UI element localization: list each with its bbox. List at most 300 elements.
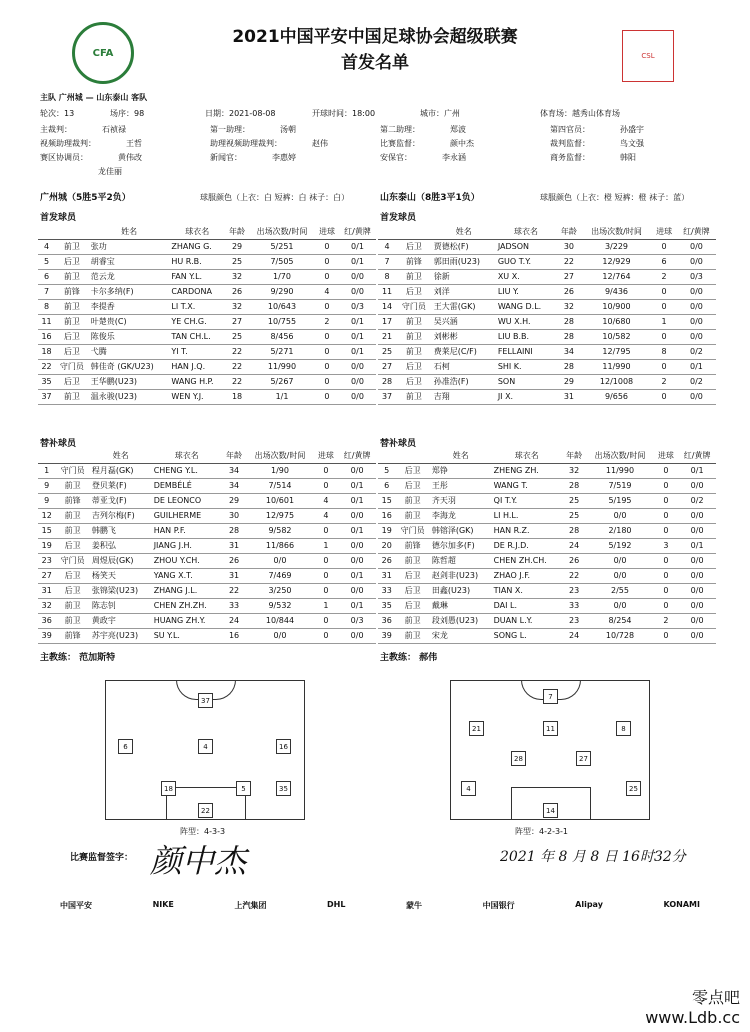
column-header: 出场次数/时间	[582, 224, 652, 239]
table-cell: 17	[378, 314, 396, 329]
csl-logo: CSL	[622, 30, 674, 82]
table-cell: 32	[38, 598, 55, 613]
official-entry	[40, 138, 142, 149]
table-cell: 0	[314, 583, 339, 598]
table-cell: 14	[378, 299, 396, 314]
table-cell: 0/1	[339, 329, 376, 344]
table-cell: 18	[38, 344, 55, 359]
table-cell: 王大雷(GK)	[432, 299, 496, 314]
table-cell: TIAN X.	[492, 583, 562, 598]
table-cell: 18	[225, 389, 249, 404]
sponsor-logo: 上汽集团	[234, 901, 267, 910]
table-cell: 前卫	[55, 478, 89, 493]
table-row	[378, 568, 716, 583]
column-header	[395, 448, 429, 463]
table-cell: 28	[556, 314, 581, 329]
table-cell: 30	[556, 239, 581, 254]
player-marker: 25	[626, 781, 641, 796]
table-cell: 范云龙	[89, 269, 170, 284]
table-cell: 22	[225, 344, 249, 359]
table-row	[378, 299, 716, 314]
away-coach: 主教练： 郝伟	[380, 653, 438, 663]
table-cell: 10/680	[582, 314, 652, 329]
table-cell: 后卫	[395, 598, 429, 613]
table-cell: 22	[222, 583, 247, 598]
column-header: 姓名	[89, 224, 170, 239]
home-kit: 球服颜色（上衣：白 短裤：白 袜子：白）	[200, 193, 350, 202]
signature-name: 颜中杰	[150, 842, 247, 880]
table-cell: 2	[651, 269, 676, 284]
table-cell: 28	[556, 329, 581, 344]
away-formation-pitch	[450, 680, 650, 820]
stadium: 体育场：越秀山体育场	[540, 109, 620, 118]
table-cell: 弋腾	[89, 344, 170, 359]
table-cell: 26	[222, 553, 247, 568]
table-cell: 0	[315, 299, 339, 314]
table-cell: 前卫	[55, 523, 89, 538]
table-cell: 0/0	[677, 389, 716, 404]
table-cell: ZHANG G.	[169, 239, 225, 254]
table-cell: DUAN L.Y.	[492, 613, 562, 628]
official-role: 比赛监督：	[380, 139, 420, 148]
table-row	[38, 374, 376, 389]
table-cell: 0	[651, 329, 676, 344]
away-starting-table	[378, 224, 716, 405]
table-row	[378, 269, 716, 284]
table-cell: 0	[654, 463, 679, 478]
table-cell: WEN Y.J.	[169, 389, 225, 404]
home-formation: 阵型：4-3-3	[180, 827, 226, 836]
table-cell: 3/250	[246, 583, 313, 598]
table-cell: 后卫	[396, 239, 432, 254]
table-cell: 叶楚贵(C)	[89, 314, 170, 329]
table-cell: 0/0	[678, 508, 716, 523]
table-header	[378, 448, 716, 463]
table-row	[378, 553, 716, 568]
table-cell: 后卫	[55, 538, 89, 553]
table-cell: 1	[314, 598, 339, 613]
table-cell: 前卫	[55, 389, 89, 404]
table-row	[38, 493, 376, 508]
table-cell: 李提香	[89, 299, 170, 314]
table-row	[38, 538, 376, 553]
table-cell: 0	[314, 463, 339, 478]
table-cell: 34	[556, 344, 581, 359]
table-row	[378, 239, 716, 254]
table-row	[38, 299, 376, 314]
match-line: 主队 广州城 — 山东泰山 客队	[40, 93, 148, 102]
column-header	[378, 448, 395, 463]
table-cell: 0/1	[339, 239, 376, 254]
table-cell: SONG L.	[492, 628, 562, 643]
table-cell: 27	[378, 359, 396, 374]
table-cell: 34	[222, 478, 247, 493]
table-cell: 6	[378, 478, 395, 493]
table-cell: 8	[378, 269, 396, 284]
page-title: 2021中国平安中国足球协会超级联赛	[232, 27, 518, 47]
table-row	[378, 374, 716, 389]
table-cell: 后卫	[55, 374, 89, 389]
table-cell: LI T.X.	[169, 299, 225, 314]
table-cell: 16	[378, 508, 395, 523]
official-role: 赛区协调员：	[40, 153, 88, 162]
table-cell: 12/764	[582, 269, 652, 284]
table-cell: 5/251	[249, 239, 315, 254]
table-cell: 0	[315, 359, 339, 374]
table-cell: 24	[222, 613, 247, 628]
table-cell: 0	[315, 389, 339, 404]
watermark: 零点吧 www.Ldb.cc	[645, 988, 740, 1027]
table-cell: 吉列尔梅(F)	[90, 508, 152, 523]
table-cell: 前锋	[395, 538, 429, 553]
table-cell: 0/0	[677, 284, 716, 299]
table-cell: 31	[38, 583, 55, 598]
table-cell: 37	[378, 389, 396, 404]
table-cell: SU Y.L.	[152, 628, 222, 643]
table-cell: 4	[314, 493, 339, 508]
away-formation: 阵型：4-2-3-1	[515, 827, 569, 836]
player-marker: 21	[469, 721, 484, 736]
table-cell: 0	[654, 598, 679, 613]
table-cell: LIU B.B.	[496, 329, 556, 344]
table-cell: FAN Y.L.	[169, 269, 225, 284]
page-subtitle: 首发名单	[341, 53, 409, 73]
table-cell: 10/755	[249, 314, 315, 329]
round: 轮次：13	[40, 109, 75, 118]
table-cell: 5	[38, 254, 55, 269]
column-header: 姓名	[90, 448, 152, 463]
table-cell: 0/0	[586, 568, 653, 583]
table-cell: 34	[222, 463, 247, 478]
table-cell: 0	[654, 568, 679, 583]
table-cell: 后卫	[395, 463, 429, 478]
official-entry	[210, 152, 296, 163]
table-cell: 0	[314, 628, 339, 643]
table-cell: 段刘愚(U23)	[430, 613, 492, 628]
table-cell: 0	[315, 269, 339, 284]
table-row	[38, 583, 376, 598]
official-role: 安保官：	[380, 153, 412, 162]
table-cell: 姜积弘	[90, 538, 152, 553]
table-cell: 前卫	[396, 329, 432, 344]
table-row	[38, 463, 376, 478]
table-cell: 5	[378, 463, 395, 478]
table-cell: 郑铮	[430, 463, 492, 478]
table-cell: 后卫	[395, 568, 429, 583]
table-cell: 0/0	[338, 538, 376, 553]
table-cell: DE LEONCO	[152, 493, 222, 508]
table-cell: 守门员	[396, 299, 432, 314]
table-cell: 韩鹏飞	[90, 523, 152, 538]
table-cell: 0/1	[338, 523, 376, 538]
city: 城市：广州	[420, 109, 460, 118]
table-cell: JI X.	[496, 389, 556, 404]
table-cell: 33	[562, 598, 587, 613]
table-cell: 前卫	[55, 299, 89, 314]
table-cell: 石柯	[432, 359, 496, 374]
table-cell: 15	[378, 493, 395, 508]
table-row	[378, 493, 716, 508]
table-row	[38, 359, 376, 374]
table-cell: 吴兴涵	[432, 314, 496, 329]
official-entry	[210, 138, 328, 149]
official-role: 视频助理裁判：	[40, 139, 96, 148]
table-cell: 4	[315, 284, 339, 299]
table-cell: 0	[651, 359, 676, 374]
table-row	[378, 508, 716, 523]
column-header	[378, 224, 396, 239]
table-cell: 周煜辰(GK)	[90, 553, 152, 568]
table-cell: 3	[654, 538, 679, 553]
table-cell: 0/1	[678, 463, 716, 478]
sponsor-bar	[60, 900, 700, 911]
signature-datetime: 2021 年 8 月 8 日 16时32分	[500, 849, 686, 865]
table-cell: 29	[556, 374, 581, 389]
away-kit: 球服颜色（上衣：橙 短裤：橙 袜子：蓝）	[540, 193, 690, 202]
table-cell: 9	[38, 478, 55, 493]
table-cell: 前卫	[55, 508, 89, 523]
table-cell: 11	[38, 314, 55, 329]
table-cell: 张锦梁(U23)	[90, 583, 152, 598]
table-cell: 刘彬彬	[432, 329, 496, 344]
table-cell: 守门员	[55, 553, 89, 568]
table-row	[38, 598, 376, 613]
table-cell: 后卫	[395, 583, 429, 598]
table-cell: 苏宇亮(U23)	[90, 628, 152, 643]
table-cell: 前锋	[55, 284, 89, 299]
official-name: 王哲	[126, 139, 142, 148]
official-entry	[40, 124, 126, 135]
table-cell: 6	[651, 254, 676, 269]
table-cell: 后卫	[55, 344, 89, 359]
table-cell: 22	[225, 359, 249, 374]
column-header: 年龄	[225, 224, 249, 239]
column-header: 球衣名	[496, 224, 556, 239]
table-cell: 0	[654, 508, 679, 523]
table-cell: 16	[38, 329, 55, 344]
table-cell: GUO T.Y.	[496, 254, 556, 269]
table-cell: 19	[378, 523, 395, 538]
table-cell: 30	[222, 508, 247, 523]
table-cell: 0	[651, 239, 676, 254]
table-cell: 26	[378, 553, 395, 568]
table-cell: 0	[315, 329, 339, 344]
table-cell: YE CH.G.	[169, 314, 225, 329]
official-role: 商务监督：	[550, 153, 590, 162]
table-cell: 27	[556, 269, 581, 284]
table-row	[38, 553, 376, 568]
official-role: 助理视频助理裁判：	[210, 139, 282, 148]
table-cell: 24	[562, 538, 587, 553]
table-cell: 0	[314, 478, 339, 493]
table-cell: 26	[225, 284, 249, 299]
table-cell: 前卫	[55, 613, 89, 628]
table-cell: 29	[225, 239, 249, 254]
table-cell: 0	[315, 374, 339, 389]
table-cell: 贾德松(F)	[432, 239, 496, 254]
official-name: 龙佳丽	[98, 167, 122, 176]
table-cell: 后卫	[396, 284, 432, 299]
table-cell: 0/1	[338, 598, 376, 613]
table-cell: 5/271	[249, 344, 315, 359]
table-cell: 前卫	[395, 493, 429, 508]
table-cell: 0	[651, 299, 676, 314]
table-cell: 0/0	[338, 628, 376, 643]
player-marker: 8	[616, 721, 631, 736]
table-cell: 2	[315, 314, 339, 329]
table-cell: 7/469	[246, 568, 313, 583]
table-cell: 0/0	[586, 598, 653, 613]
sponsor-logo: Alipay	[575, 900, 603, 909]
official-entry	[380, 152, 466, 163]
official-role: 新闻官：	[210, 153, 242, 162]
table-cell: 0	[315, 239, 339, 254]
player-marker: 7	[543, 689, 558, 704]
table-cell: WANG D.L.	[496, 299, 556, 314]
official-entry	[380, 138, 474, 149]
table-cell: 徐新	[432, 269, 496, 284]
table-cell: 0/0	[678, 523, 716, 538]
table-cell: 守门员	[395, 523, 429, 538]
table-cell: 0	[314, 553, 339, 568]
table-cell: 23	[562, 583, 587, 598]
table-cell: 0	[315, 254, 339, 269]
table-cell: 9	[38, 493, 55, 508]
sponsor-logo: NIKE	[152, 900, 174, 909]
table-cell: 0/1	[338, 568, 376, 583]
column-header: 出场次数/时间	[246, 448, 313, 463]
away-team-name: 山东泰山（8胜3平1负）	[380, 193, 480, 203]
table-cell: 4	[378, 239, 396, 254]
table-cell: ZHAO J.F.	[492, 568, 562, 583]
sponsor-logo: DHL	[327, 900, 346, 909]
table-cell: 7/514	[246, 478, 313, 493]
table-cell: 李海龙	[430, 508, 492, 523]
table-cell: 0/2	[677, 344, 716, 359]
table-cell: 9/290	[249, 284, 315, 299]
table-cell: 11/990	[249, 359, 315, 374]
column-header: 进球	[654, 448, 679, 463]
table-cell: 10/601	[246, 493, 313, 508]
table-cell: 守门员	[55, 463, 89, 478]
table-cell: 0/0	[678, 568, 716, 583]
table-cell: ZHANG J.L.	[152, 583, 222, 598]
table-header	[378, 224, 716, 239]
table-cell: 10/900	[582, 299, 652, 314]
table-cell: 0/2	[678, 493, 716, 508]
table-cell: 28	[222, 523, 247, 538]
table-cell: 后卫	[55, 254, 89, 269]
table-cell: LIU Y.	[496, 284, 556, 299]
column-header: 年龄	[562, 448, 587, 463]
table-cell: TAN CH.L.	[169, 329, 225, 344]
table-cell: 6	[38, 269, 55, 284]
table-cell: 陈志钊	[90, 598, 152, 613]
table-cell: HAN P.F.	[152, 523, 222, 538]
table-cell: 0/0	[678, 598, 716, 613]
table-cell: 39	[38, 628, 55, 643]
table-cell: 24	[562, 628, 587, 643]
table-cell: 0/0	[677, 329, 716, 344]
table-cell: 10/844	[246, 613, 313, 628]
table-row	[378, 463, 716, 478]
table-cell: 前卫	[55, 314, 89, 329]
table-cell: 0/0	[339, 269, 376, 284]
table-cell: 7	[378, 254, 396, 269]
home-starting-table	[38, 224, 376, 405]
table-cell: 杨笑天	[90, 568, 152, 583]
official-entry	[210, 124, 296, 135]
player-marker: 28	[511, 751, 526, 766]
table-cell: 登贝莱(F)	[90, 478, 152, 493]
table-cell: 22	[225, 374, 249, 389]
player-marker: 11	[543, 721, 558, 736]
table-cell: 16	[222, 628, 247, 643]
column-header: 进球	[314, 448, 339, 463]
table-cell: 0/1	[677, 359, 716, 374]
table-cell: 0/0	[678, 613, 716, 628]
table-cell: 28	[562, 478, 587, 493]
table-cell: 23	[562, 613, 587, 628]
table-cell: 黄政宇	[90, 613, 152, 628]
table-cell: 前卫	[395, 628, 429, 643]
table-cell: 5/195	[586, 493, 653, 508]
official-name: 孙盛宇	[620, 125, 644, 134]
sponsor-logo: 中国平安	[60, 901, 92, 910]
player-marker: 14	[543, 803, 558, 818]
column-header: 出场次数/时间	[249, 224, 315, 239]
table-cell: 0/0	[678, 583, 716, 598]
table-cell: 36	[378, 613, 395, 628]
table-cell: GUILHERME	[152, 508, 222, 523]
table-cell: 前卫	[55, 598, 89, 613]
table-cell: 0	[654, 523, 679, 538]
table-cell: 德尔加多(F)	[430, 538, 492, 553]
table-cell: 28	[562, 523, 587, 538]
table-cell: 0/0	[677, 299, 716, 314]
table-cell: HUANG ZH.Y.	[152, 613, 222, 628]
column-header: 姓名	[432, 224, 496, 239]
column-header: 年龄	[556, 224, 581, 239]
table-cell: 0/0	[339, 374, 376, 389]
table-cell: 0/1	[339, 344, 376, 359]
table-cell: WU X.H.	[496, 314, 556, 329]
table-cell: 5/267	[249, 374, 315, 389]
table-cell: 0	[314, 613, 339, 628]
table-row	[38, 508, 376, 523]
away-starting-label: 首发球员	[380, 213, 417, 223]
table-cell: HU R.B.	[169, 254, 225, 269]
official-role: 第一助理：	[210, 125, 250, 134]
table-cell: 前卫	[55, 269, 89, 284]
table-cell: ZHENG ZH.	[492, 463, 562, 478]
table-cell: ZHOU Y.CH.	[152, 553, 222, 568]
table-cell: 32	[562, 463, 587, 478]
table-cell: 0/0	[586, 508, 653, 523]
table-row	[378, 254, 716, 269]
table-cell: 王华鹏(U23)	[89, 374, 170, 389]
away-subs-label: 替补球员	[380, 439, 417, 449]
table-cell: 25	[562, 508, 587, 523]
table-cell: 8	[651, 344, 676, 359]
table-cell: SHI K.	[496, 359, 556, 374]
table-cell: 守门员	[55, 359, 89, 374]
column-header	[38, 448, 55, 463]
table-cell: 31	[222, 538, 247, 553]
table-cell: 10/728	[586, 628, 653, 643]
sponsor-logo: 中国银行	[482, 901, 515, 910]
sponsor-logo: KONAMI	[663, 900, 700, 909]
